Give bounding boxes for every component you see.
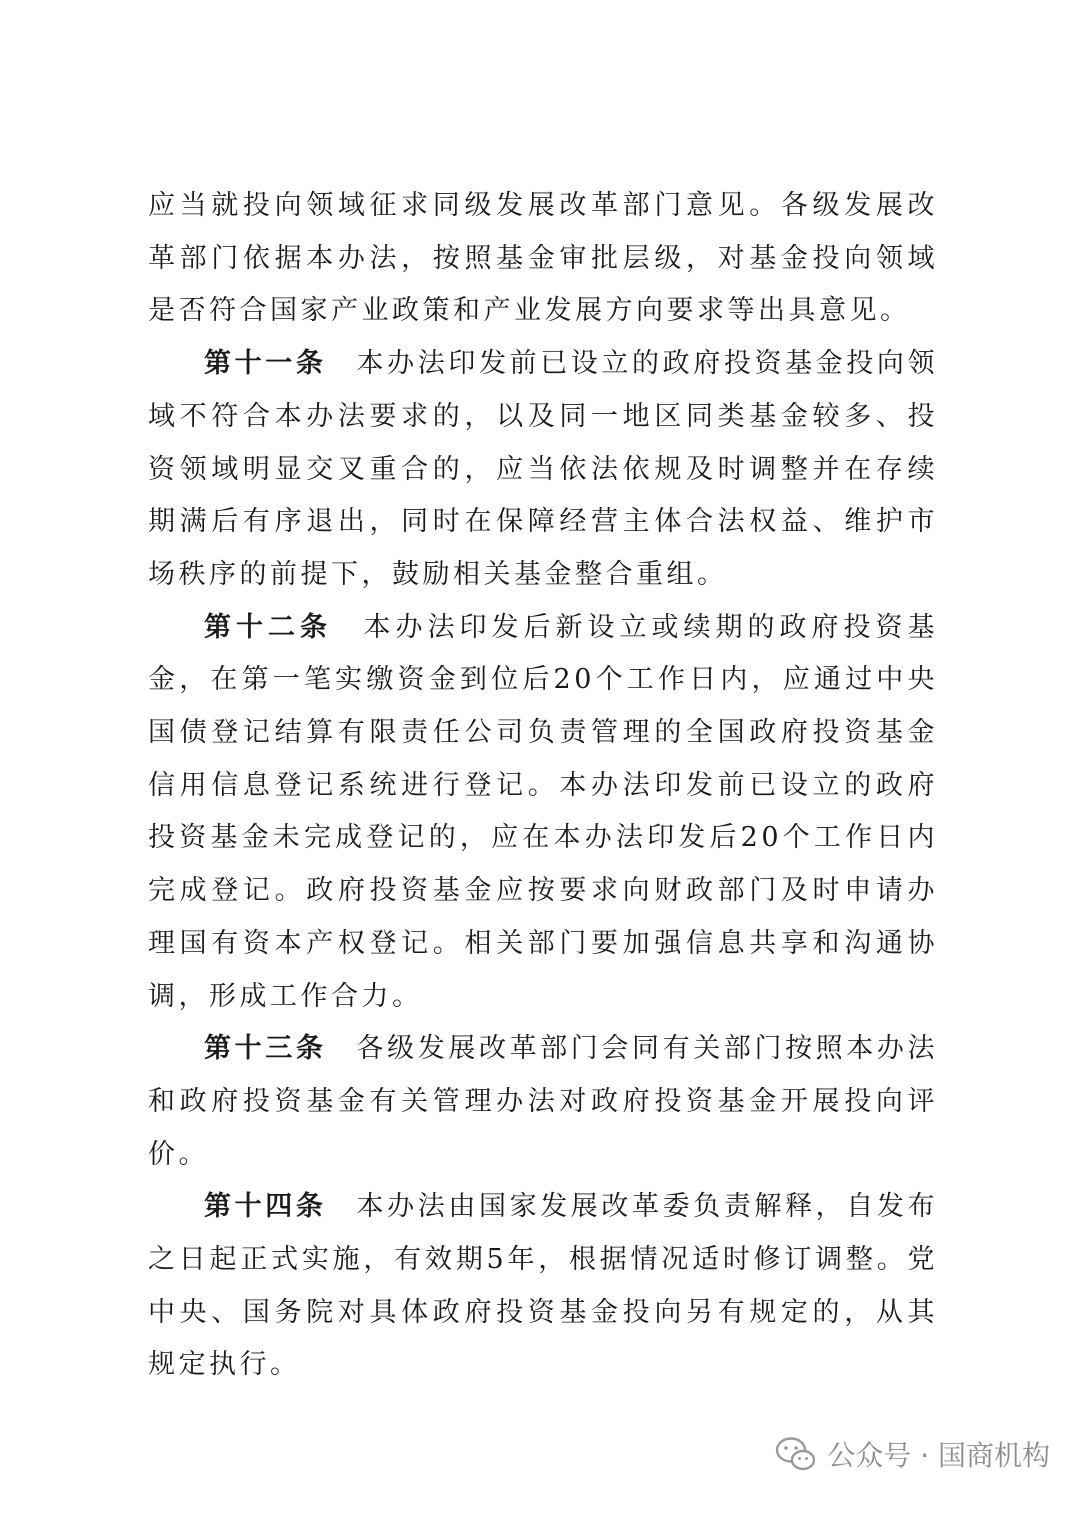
article-13	[148, 1023, 938, 1181]
paragraph-text: 应当就投向领域征求同级发展改革部门意见。各级发展改革部门依据本办法，按照基金审批层级，对基金投向领域是否符合国家产业政策和产业发展方向要求等出具意见。	[148, 190, 938, 327]
watermark-text: 公众号 · 国商机构	[827, 1439, 1050, 1472]
paragraph-text: 各级发展改革部门会同有关部门按照本办法和政府投资基金有关管理办法对政府投资基金开展投向评价。	[148, 1033, 939, 1170]
article-heading: 第十四条	[204, 1191, 327, 1223]
article-heading: 第十三条	[204, 1033, 327, 1065]
article-12	[148, 602, 938, 1024]
wechat-icon	[775, 1435, 817, 1473]
article-11	[148, 338, 938, 602]
article-heading: 第十二条	[204, 611, 332, 643]
article-heading: 第十一条	[204, 348, 327, 380]
document-body	[148, 180, 938, 1392]
watermark	[775, 1430, 1050, 1478]
paragraph-text: 本办法印发前已设立的政府投资基金投向领域不符合本办法要求的，以及同一地区同类基金较多、投资领域明显交叉重合的，应当依法依规及时调整并在存续期满后有序退出，同时在保障经营主体合法权益、维护市场秩序的前提下，鼓励相关基金整合重组。	[148, 348, 939, 590]
paragraph-text: 本办法由国家发展改革委负责解释，自发布之日起正式实施，有效期5年，根据情况适时修订调整。党中央、国务院对具体政府投资基金投向另有规定的，从其规定执行。	[148, 1191, 939, 1381]
paragraph-0	[148, 180, 938, 338]
article-14	[148, 1181, 938, 1392]
paragraph-text: 本办法印发后新设立或续期的政府投资基金，在第一笔实缴资金到位后20个工作日内，应通过中央国债登记结算有限责任公司负责管理的全国政府投资基金信用信息登记系统进行登记。本办法印发前已设立的政府投资基金未完成登记的，应在本办法印发后20个工作日内完成登记。政府投资基金应按要求向财政部门及时申请办理国有资本产权登记。相关部门要加强信息共享和沟通协调，形成工作合力。	[148, 611, 938, 1012]
